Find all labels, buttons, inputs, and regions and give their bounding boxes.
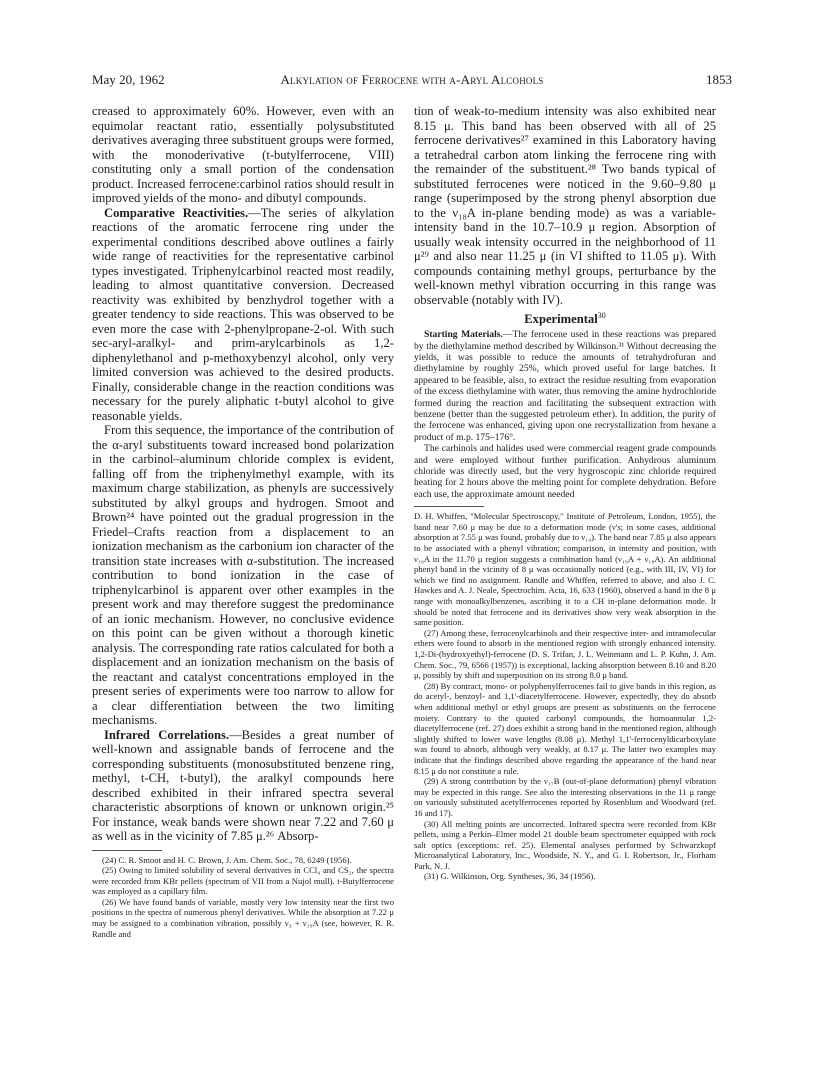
footnote-26: (26) We have found bands of variable, mostly very low intensity near the first two positions in the spectra of numerous phenyl derivatives. While the absorption at 7.22 μ may be assigned to a combination vibration, possibly ν₃ + ν₁₉A (see, however, R. R. Randle and	[92, 896, 394, 939]
right-body	[414, 104, 716, 307]
footnote-28: (28) By contract, mono- or polyphenylferrocenes fail to give bands in this region, as do acetyl-, benzoyl- and 1,1'-diacetylferrocene. However, expectedly, they do absorb when additional methyl or ethyl groups are present as substituents on the ferrocene moiety. Contrary to the quoted carbonyl compounds, the homoannular 1,2-diacetylferrocene (ref. 27) does exhibit a strong band in the mentioned region, although slightly shifted to lower wave lengths (8.08 μ). Methyl 1,1'-ferrocenyldicarboxylate was found to absorb, although very weakly, at 8.17 μ. The latter two examples may indicate that the findings described above regarding the appearance of the band near 8.15 μ do not constitute a rule.	[414, 680, 716, 776]
footnote-27: (27) Among these, ferrocenylcarbinols and their respective inter- and intramolecular ethers were found to absorb in the mentioned region with strongly enhanced intensity. 1,2-Di-(hydroxyethyl)-ferrocene (D. S. Trifan, J. L. Weinmann and L. P. Kuhn, J. Am. Chem. Soc., 79, 6566 (1957)) is exceptional, lacking absorption between 8.10 and 8.20 μ, possibly by shift and superposition on its strong 8.0 μ band.	[414, 627, 716, 681]
paragraph: The carbinols and halides used were commercial reagent grade compounds and were employed without further purification. Anhydrous aluminum chloride was directly used, but the very hygroscopic zinc chloride required heating for 2 hours above the melting point for complete dehydration. Before each use, the approximate amount needed	[414, 443, 716, 500]
running-header	[92, 72, 732, 92]
footnote-26-continued: D. H. Whiffen, "Molecular Spectroscopy," Institute of Petroleum, London, 1955), the band near 7.60 μ may be due to a deformation mode (ν's; in some cases, additional absorption at 7.55 μ was found, probably due to ν₁₄). The band near 7.85 μ also appears to be associated with a phenyl vibration; comparison, in intensity and position, with ν₁₉A in the 11.70 μ region suggests a combination band (ν₁₉A + ν₁₈A). An additional phenyl band in the vicinity of 8 μ was occasionally noticed (e.g., with III, IV, VI) for which we find no assignment. Randle and Whiffen, referred to above, and also J. C. Hawkes and A. J. Neale, Spectrochim. Acta, 16, 633 (1960), observed a band in the 8 μ range with monoalkylbenzenes, ascribing it to a CH in-plane deformation mode. It should be noted that ferrocene and its derivatives show very weak absorption in the same position.	[414, 511, 716, 628]
footnote-24: (24) C. R. Smoot and H. C. Brown, J. Am. Chem. Soc., 78, 6249 (1956).	[102, 854, 352, 865]
left-column	[92, 104, 394, 939]
header-page-number: 1853	[706, 72, 732, 87]
left-footnotes	[92, 855, 394, 940]
footnote-31: (31) G. Wilkinson, Org. Syntheses, 36, 34 (1956).	[424, 871, 596, 882]
paragraph: creased to approximately 60%. However, even with an equimolar reactant ratio, essentially polysubstituted derivatives averaging three substituent groups were formed, with the monoderivative (t-butylferrocene, VIII) constituting only a small portion of the condensation product. Increased ferrocene:carbinol ratios should result in improved yields of the mono- and dibutyl compounds.	[92, 104, 394, 205]
header-date: May 20, 1962	[92, 72, 165, 87]
paragraph: tion of weak-to-medium intensity was also exhibited near 8.15 μ. This band has been observed with all of 25 ferrocene derivatives²⁷ examined in this Laboratory having a tetrahedral carbon atom linking the ferrocene ring with the remainder of the substituent.²⁸ Two bands typical of substituted ferrocenes were noticed in the 9.60–9.80 μ range (superimposed by the strong phenyl absorption due to the ν₁₈A in-plane bending mode) as was a variable-intensity band in the 10.7–10.9 μ region. Absorption of usually weak intensity occurred in the neighborhood of 11 μ²⁹ and also near 11.25 μ (in VI shifted to 11.05 μ). With compounds containing methyl groups, perturbance by the well-known methyl vibration occurring in this range was observable (notably with IV).	[414, 104, 716, 307]
footnote-29: (29) A strong contribution by the ν₁₇B (out-of-plane deformation) phenyl vibration may be expected in this range. See also the interesting observations in the 11 μ range on variously substituted acetylferrocenes reported by Rosenblum and Woodward (ref. 16 and 17).	[414, 776, 716, 818]
experimental-text	[414, 329, 716, 500]
footnote-25: (25) Owing to limited solubility of several derivatives in CCl₄ and CS₂, the spectra were recorded from KBr pellets (spectrum of VII from a Nujol mull). t-Butylferrocene was employed as a capillary film.	[92, 865, 394, 897]
footnote-rule	[92, 850, 162, 851]
run-in-heading: Comparative Reactivities.	[104, 205, 249, 220]
footnote-30: (30) All melting points are uncorrected. Infrared spectra were recorded from KBr pellets, using a Perkin–Elmer model 21 double beam spectrometer equipped with rock salt optics (exceptions: ref. 25). Elemental analyses performed by Schwarzkopf Microanalytical Laboratory, Inc., Woodside, N. Y., and G. I. Robertson, Jr., Florham Park, N. J.	[414, 818, 716, 871]
section-title-text: Experimental	[524, 312, 598, 327]
paragraph: From this sequence, the importance of the contribution of the α-aryl substituents toward increased bond polarization in the carbinol–aluminum chloride complex is evident, falling off from the triphenylmethyl example, with its maximum charge stabilization, as phenyls are successively substituted by alkyl groups and hydrogen. Smoot and Brown²⁴ have pointed out the gradual progression in the Friedel–Crafts reaction from a displacement to an ionization mechanism as the carbonium ion character of the transition state increases with α-substitution. The increased contribution to bond ionization in the case of triphenylcarbinol is apparent over other examples in the present work and may therefore suggest the predominance of an ionic mechanism. However, no conclusive evidence on this point can be given without a thorough kinetic analysis. The corresponding rate ratios calculated for both a displacement and an ionization mechanism on the basis of the reactant and catalyst concentrations employed in the present series of experiments were too narrow to allow for a clear differentiation between the two limiting mechanisms.	[92, 423, 394, 727]
header-title: Alkylation of Ferrocene with α-Aryl Alcohols	[280, 72, 544, 87]
footnote-rule	[414, 506, 484, 507]
paragraph-comparative-reactivities	[92, 206, 394, 424]
right-footnotes	[414, 511, 716, 882]
paragraph-text: —Besides a great number of well-known and assignable bands of ferrocene and the corresponding substituents (monosubstituted benzene ring, methyl, t-CH, t-butyl), the aralkyl compounds here described exhibited in their infrared spectra several characteristic absorptions of known or unknown origin.²⁵ For instance, weak bands were shown near 7.22 and 7.60 μ as well as in the vicinity of 7.85 μ.²⁶ Absorp-	[92, 727, 394, 843]
paragraph-text: —The series of alkylation reactions of the aromatic ferrocene ring under the experimental conditions described above outlines a fairly wide range of reactivities for the representative carbinol types investigated. Triphenylcarbinol reacted most readily, leading to almost quantitative conversion. Decreased reactivity was exhibited by benzhydrol together with a greater tendency to side reactions. This was observed to be even more the case with 2-phenylpropane-2-ol. With such sec-aryl-aralkyl- and prim-arylcarbinols as 1,2-diphenylethanol and p-methoxybenzyl alcohol, only very limited conversion was achieved to the desired products. Finally, considerable change in the reaction conditions was necessary for the purely aliphatic t-butyl alcohol to give reasonable yields.	[92, 205, 394, 423]
paragraph-text: —The ferrocene used in these reactions was prepared by the diethylamine method described by Wilkinson.³¹ Without decreasing the yields, it was possible to reduce the amounts of tetrahydrofuran and diethylamine by roughly 25%, which proved useful for large batches. It appeared to be feasible, also, to extract the residue resulting from evaporation of the excess diethylamine with water, thus removing the amine hydrochloride formed during the reaction and facilitating the subsequent extraction with benzene (better than the suggested petroleum ether). In addition, the purity of the ferrocene was enhanced, giving upon one recrystallization from hexane a product of m.p. 175–176°.	[414, 329, 716, 443]
paragraph-infrared-correlations	[92, 728, 394, 844]
paragraph-starting-materials	[414, 329, 716, 443]
section-title-footnote-mark: 30	[597, 311, 606, 320]
run-in-heading: Starting Materials.	[424, 329, 503, 341]
section-title-experimental	[414, 311, 716, 327]
right-column	[414, 104, 716, 882]
run-in-heading: Infrared Correlations.	[104, 727, 230, 742]
left-body	[92, 104, 394, 844]
